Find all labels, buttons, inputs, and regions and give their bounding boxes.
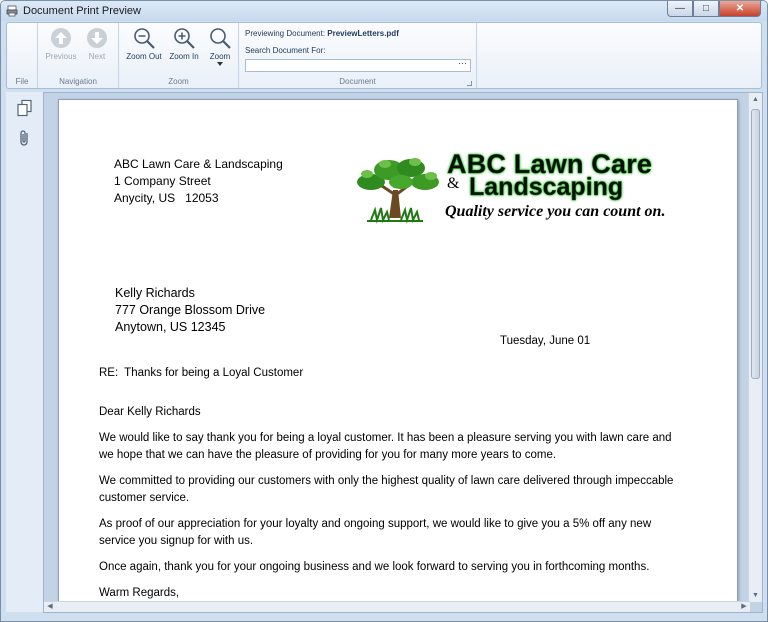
recipient-name: Kelly Richards (115, 286, 195, 300)
window-title: Document Print Preview (23, 5, 141, 17)
sender-zip: 12053 (185, 191, 219, 205)
zoom-out-label: Zoom Out (126, 52, 162, 61)
zoom-in-button[interactable] (165, 26, 203, 61)
paragraph: We committed to providing our customers with only the highest quality of lawn care delivered through impeccable customer service. (99, 475, 674, 504)
side-panel (6, 92, 43, 612)
arrow-up-icon (49, 26, 73, 50)
ribbon (6, 22, 762, 89)
zoom-label: Zoom (209, 52, 231, 61)
logo-title: ABC Lawn Care (447, 149, 653, 179)
close-button[interactable]: ✕ (719, 1, 761, 17)
sender-city-line (114, 190, 283, 207)
previewing-document (245, 29, 399, 38)
previous-button[interactable] (42, 26, 80, 61)
zoom-out-icon (132, 26, 156, 50)
tree-logo-icon (349, 152, 445, 224)
logo-subtitle: Landscaping (469, 173, 624, 201)
company-logo (349, 148, 689, 230)
scroll-left-arrow-icon[interactable]: ◀ (47, 603, 53, 610)
vertical-scroll-thumb[interactable] (751, 109, 760, 379)
zoom-in-label: Zoom In (169, 52, 199, 61)
next-label: Next (88, 52, 106, 61)
logo-tagline: Quality service you can count on. (445, 203, 666, 220)
previewing-filename: PreviewLetters.pdf (327, 29, 399, 38)
zoom-dropdown-button[interactable] (201, 26, 239, 66)
pages-icon[interactable] (16, 99, 34, 117)
re-subject: Thanks for being a Loyal Customer (124, 367, 304, 379)
previous-label: Previous (45, 52, 77, 61)
magnifier-icon (208, 26, 232, 50)
chevron-down-icon (217, 62, 223, 66)
recipient-street: 777 Orange Blossom Drive (115, 303, 266, 317)
zoom-group (119, 23, 239, 88)
zoom-in-icon (172, 26, 196, 50)
closing: Warm Regards, (99, 587, 180, 599)
minimize-button[interactable]: — (667, 1, 693, 17)
scroll-down-arrow-icon[interactable]: ▼ (752, 592, 759, 599)
scroll-right-arrow-icon[interactable]: ▶ (741, 603, 747, 610)
window-controls (667, 1, 761, 17)
horizontal-scrollbar[interactable] (44, 601, 750, 612)
sender-address (114, 156, 283, 207)
maximize-button[interactable]: □ (693, 1, 719, 17)
sender-city: Anycity, US (114, 191, 176, 205)
paragraph: As proof of our appreciation for your loyalty and ongoing support, we would like to give you a 5% off any new service you signup for with us. (99, 518, 652, 547)
document-group-label: Document (339, 77, 376, 86)
attachment-icon[interactable] (16, 129, 34, 147)
dialog-launcher-icon[interactable] (467, 81, 472, 86)
zoom-out-button[interactable] (125, 26, 163, 61)
re-label: RE: (99, 367, 119, 379)
title-bar (1, 1, 767, 21)
salutation: Dear Kelly Richards (99, 406, 201, 418)
paragraph: Once again, thank you for your ongoing business and we look forward to serving you in forthcoming months. (99, 561, 650, 573)
arrow-down-icon (85, 26, 109, 50)
navigation-group-label: Navigation (59, 77, 97, 86)
file-group (7, 23, 38, 88)
subject-line (99, 367, 303, 379)
next-button[interactable] (78, 26, 116, 61)
letter-date: Tuesday, June 01 (500, 335, 591, 347)
paragraph: We would like to say thank you for being a loyal customer. It has been a pleasure serving you with lawn care and we hope that we can have the pleasure of providing for you for many more years to come. (99, 432, 672, 461)
previewing-label: Previewing Document: (245, 29, 326, 38)
file-group-label[interactable]: File (15, 77, 29, 86)
printer-app-icon (6, 5, 18, 17)
sender-name: ABC Lawn Care & Landscaping (114, 157, 283, 171)
document-page (58, 99, 738, 613)
recipient-city: Anytown, US 12345 (115, 320, 226, 334)
search-input[interactable] (245, 59, 471, 72)
vertical-scrollbar[interactable] (748, 93, 762, 602)
recipient-address (115, 285, 265, 336)
sender-street: 1 Company Street (114, 174, 211, 188)
logo-ampersand: & (447, 175, 460, 192)
search-options-button[interactable]: ··· (458, 58, 467, 68)
navigation-group (38, 23, 119, 88)
scroll-up-arrow-icon[interactable]: ▲ (752, 96, 759, 103)
document-group (239, 23, 477, 88)
zoom-group-label: Zoom (168, 77, 189, 86)
search-label: Search Document For: (245, 46, 326, 55)
letter-body (99, 404, 689, 611)
document-viewport[interactable] (43, 92, 763, 613)
